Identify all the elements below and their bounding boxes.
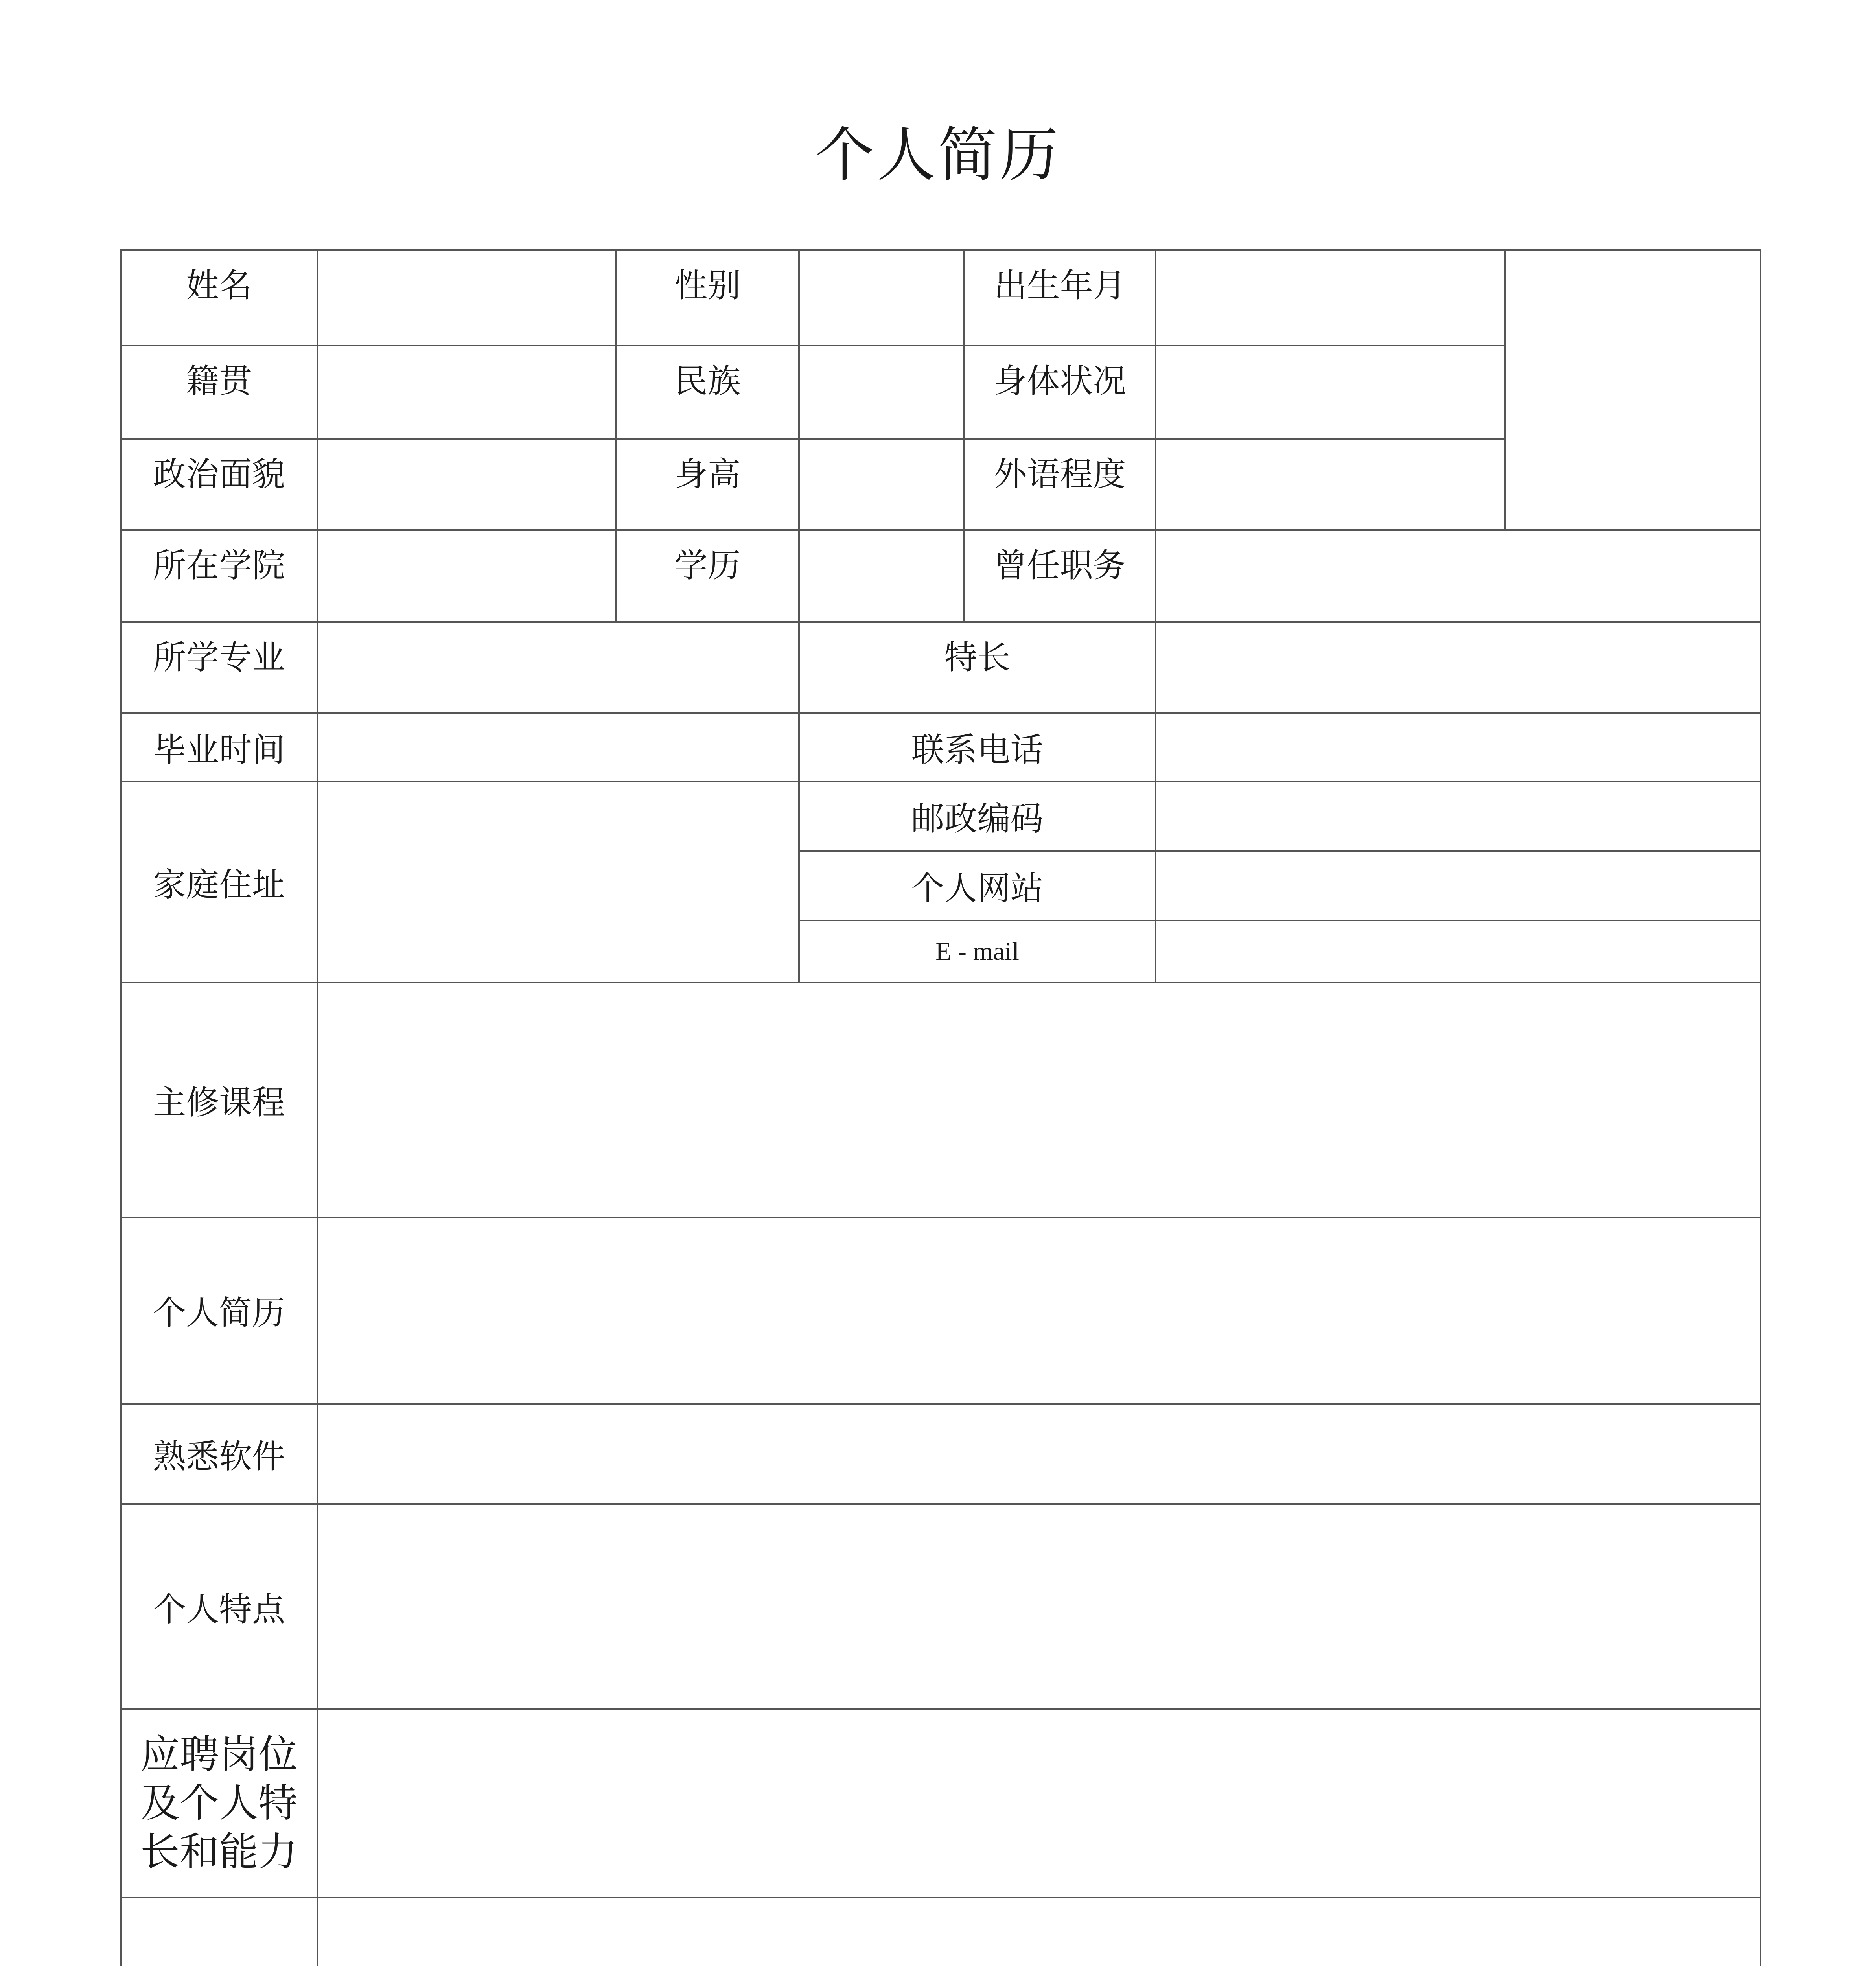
name-field[interactable] [317,250,616,346]
photo-box[interactable] [1505,250,1760,530]
education-label: 学历 [616,530,799,622]
job-label-line1: 应聘岗位 [140,1731,298,1778]
college-label: 所在学院 [121,530,317,622]
ethnicity-field[interactable] [799,346,964,439]
gender-label: 性别 [616,250,799,346]
software-label: 熟悉软件 [121,1404,317,1504]
former-position-label: 曾任职务 [964,530,1156,622]
job-label-line3: 长和能力 [140,1829,298,1875]
personal-resume-field[interactable] [317,1217,1760,1404]
main-courses-field[interactable] [317,983,1760,1217]
email-label: E - mail [799,920,1156,983]
email-field[interactable] [1156,920,1760,983]
gender-field[interactable] [799,250,964,346]
birth-field[interactable] [1156,250,1505,346]
specialty-label: 特长 [799,622,1156,713]
specialty-field[interactable] [1156,622,1760,713]
political-status-field[interactable] [317,439,616,530]
personal-traits-label: 个人特点 [121,1504,317,1709]
native-place-label: 籍贯 [121,346,317,439]
software-field[interactable] [317,1404,1760,1504]
home-address-field[interactable] [317,781,799,983]
personal-traits-field[interactable] [317,1504,1760,1709]
major-label: 所学专业 [121,622,317,713]
height-field[interactable] [799,439,964,530]
college-field[interactable] [317,530,616,622]
ethnicity-label: 民族 [616,346,799,439]
website-field[interactable] [1156,851,1760,920]
birth-label: 出生年月 [964,250,1156,346]
social-practice-label [121,1898,317,1966]
page-title: 个人简历 [815,121,1061,190]
website-label: 个人网站 [799,851,1156,920]
name-label: 姓名 [121,250,317,346]
graduation-time-label: 毕业时间 [121,713,317,782]
health-label: 身体状况 [964,346,1156,439]
home-address-label: 家庭住址 [121,781,317,983]
major-field[interactable] [317,622,799,713]
main-courses-label: 主修课程 [121,983,317,1217]
health-field[interactable] [1156,346,1505,439]
phone-label: 联系电话 [799,713,1156,782]
social-practice-field[interactable] [317,1898,1760,1966]
job-label-line2: 及个人特 [140,1780,298,1826]
education-field[interactable] [799,530,964,622]
postcode-label: 邮政编码 [799,781,1156,851]
language-level-label: 外语程度 [964,439,1156,530]
native-place-field[interactable] [317,346,616,439]
job-and-ability-field[interactable] [317,1709,1760,1898]
personal-resume-label: 个人简历 [121,1217,317,1404]
political-status-label: 政治面貌 [121,439,317,530]
phone-field[interactable] [1156,713,1760,782]
job-and-ability-label [121,1709,317,1898]
language-level-field[interactable] [1156,439,1505,530]
former-position-field[interactable] [1156,530,1760,622]
postcode-field[interactable] [1156,781,1760,851]
resume-form-table [120,249,1761,1966]
graduation-time-field[interactable] [317,713,799,782]
height-label: 身高 [616,439,799,530]
